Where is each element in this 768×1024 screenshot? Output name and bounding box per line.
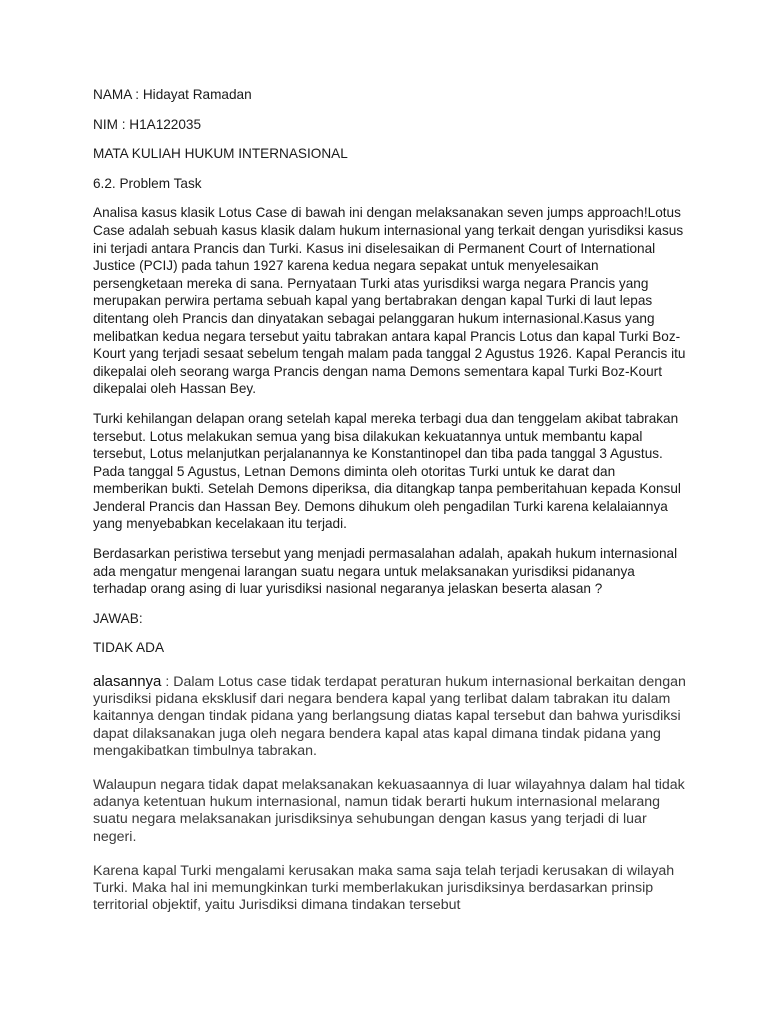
case-paragraph-1: Analisa kasus klasik Lotus Case di bawah ini dengan melaksanakan seven jumps approach!Lotus Case adalah sebuah kasus klasik dalam hukum internasional yang terkait dengan yurisdiksi kasus ini terjadi antara Prancis dan Turki. Kasus ini diselesaikan di Permanent Court of International Justice (PCIJ) pada tahun 1927 karena kedua negara sepakat untuk menyelesaikan persengketaan mereka di sana. Pernyataan Turki atas yurisdiksi warga negara Prancis yang merupakan perwira pertama sebuah kapal yang bertabrakan dengan kapal Turki di laut lepas ditentang oleh Prancis dan dinyatakan sebagai pelanggaran hukum internasional.Kasus yang melibatkan kedua negara tersebut yaitu tabrakan antara kapal Prancis Lotus dan kapal Turki Boz-Kourt yang terjadi sesaat sebelum tengah malam pada tanggal 2 Agustus 1926. Kapal Perancis itu dikepalai oleh seorang warga Prancis dengan nama Demons sementara kapal Turki Boz-Kourt dikepalai oleh Hassan Bey. xyxy=(93,205,686,397)
question-paragraph: Berdasarkan peristiwa tersebut yang menjadi permasalahan adalah, apakah hukum internasional ada mengatur mengenai larangan suatu negara untuk melaksanakan yurisdiksi pidananya terhadap orang asing di luar yurisdiksi nasional negaranya jelaskan beserta alasan ? xyxy=(93,546,678,597)
task-heading: 6.2. Problem Task xyxy=(93,175,202,191)
student-nim: NIM : H1A122035 xyxy=(93,116,202,132)
answer-verdict: TIDAK ADA xyxy=(93,640,165,656)
course-title: MATA KULIAH HUKUM INTERNASIONAL xyxy=(93,146,348,162)
case-paragraph-2: Turki kehilangan delapan orang setelah kapal mereka terbagi dua dan tenggelam akibat tabrakan tersebut. Lotus melakukan semua yang bisa dilakukan kekuatannya untuk membantu kapal tersebut, Lotus melanjutkan perjalanannya ke Konstantinopel dan tiba pada tanggal 3 Agustus. Pada tanggal 5 Agustus, Letnan Demons diminta oleh otoritas Turki untuk ke darat dan memberikan bukti. Setelah Demons diperiksa, dia ditangkap tanpa pemberitahuan kepada Konsul Jenderal Prancis dan Hassan Bey. Demons dihukum oleh pengadilan Turki karena kelalaiannya yang menyebabkan kecelakaan itu terjadi. xyxy=(93,410,681,532)
reason-paragraph-2: Walaupun negara tidak dapat melaksanakan kekuasaannya di luar wilayahnya dalam hal tidak adanya ketentuan hukum internasional, namun tidak berarti hukum internasional melarang suatu negara melaksanakan jurisdiksinya sehubungan dengan kasus yang terjadi di luar negeri. xyxy=(93,777,685,845)
reason-lead: alasannya xyxy=(93,673,162,691)
student-name: NAMA : Hidayat Ramadan xyxy=(93,87,252,102)
reason-paragraph-3: Karena kapal Turki mengalami kerusakan maka sama saja telah terjadi kerusakan di wilayah Turki. Maka hal ini memungkinkan turki memberlakukan jurisdiksinya berdasarkan prinsip territorial objektif, yaitu Jurisdiksi dimana tindakan tersebut xyxy=(93,862,675,914)
answer-label: JAWAB: xyxy=(93,610,143,626)
reason-text-1: : Dalam Lotus case tidak terdapat peraturan hukum internasional berkaitan dengan yurisdiksi pidana eksklusif dari negara bendera kapal yang terlibat dalam tabrakan itu dalam kaitannya dengan tindak pidana yang berlangsung diatas kapal tersebut dan bahwa yurisdiksi dapat dilaksanakan juga oleh negara bendera kapal atas kapal dimana tindak pidana yang mengakibatkan timbulnya tabrakan. xyxy=(93,674,686,759)
reason-paragraph-1 xyxy=(93,673,688,760)
